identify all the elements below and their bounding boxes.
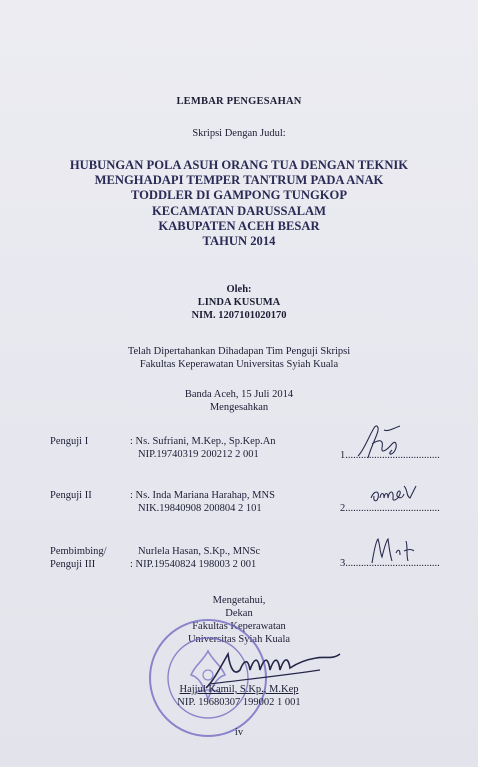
examiner-1-sign-line: 1....................................	[340, 450, 440, 461]
author-block	[0, 283, 478, 322]
examiner-3-person	[130, 545, 260, 571]
page-heading: LEMBAR PENGESAHAN	[176, 96, 302, 107]
place-date-block	[0, 388, 478, 414]
author-nim: NIM. 1207101020170	[191, 310, 287, 321]
examiner-1-role: Penguji I	[50, 436, 89, 447]
examiner-2-id: NIK.19840908 200804 2 101	[138, 503, 262, 514]
examiner-2-signature-icon	[368, 480, 418, 506]
examiner-3-role-1: Pembimbing/	[50, 546, 107, 557]
place-date: Banda Aceh, 15 Juli 2014	[184, 389, 294, 400]
title-line: HUBUNGAN POLA ASUH ORANG TUA DENGAN TEKNIK	[69, 158, 409, 172]
examiner-1-id: NIP.19740319 200212 2 001	[138, 449, 259, 460]
examiner-1-signature-icon	[354, 420, 409, 462]
ratify-label: Mengesahkan	[209, 402, 269, 413]
dean-name: Hajjul Kamil, S.Kp., M.Kep	[179, 684, 299, 695]
defense-line: Fakultas Keperawatan Universitas Syiah Kuala	[139, 359, 339, 370]
dean-nip: NIP. 19680307 199002 1 001	[177, 697, 301, 708]
thesis-subheading: Skripsi Dengan Judul:	[192, 128, 286, 139]
examiner-3-sign-line: 3....................................	[340, 558, 440, 569]
title-line: KABUPATEN ACEH BESAR	[158, 218, 320, 233]
dean-block	[0, 683, 478, 709]
title-line: TODDLER DI GAMPONG TUNGKOP	[130, 188, 348, 203]
examiner-3-signature-icon	[368, 533, 418, 569]
examiner-3-name: Nurlela Hasan, S.Kp., MNSc	[138, 546, 261, 557]
examiner-3-id: : NIP.19540824 198003 2 001	[130, 559, 257, 570]
title-line: TAHUN 2014	[202, 234, 276, 249]
examiner-2-name: : Ns. Inda Mariana Harahap, MNS	[130, 490, 275, 501]
examiner-2-role: Penguji II	[50, 490, 92, 501]
author-name: LINDA KUSUMA	[197, 297, 281, 308]
examiner-3-role-2: Penguji III	[50, 559, 96, 570]
author-by: Oleh:	[226, 284, 252, 295]
thesis-title	[0, 158, 478, 249]
approval-known: Mengetahui,	[212, 595, 266, 606]
defense-line: Telah Dipertahankan Dihadapan Tim Penguji Skripsi	[127, 346, 351, 357]
defense-statement	[0, 345, 478, 371]
approval-faculty: Fakultas Keperawatan	[192, 621, 286, 632]
examiner-1-person	[130, 435, 276, 461]
approval-university: Universitas Syiah Kuala	[187, 634, 291, 645]
title-line: KECAMATAN DARUSSALAM	[151, 203, 327, 218]
examiner-2-person	[130, 489, 275, 515]
page-number: iv	[234, 727, 244, 738]
examiner-2-sign-line: 2....................................	[340, 503, 440, 514]
examiner-3-role	[50, 545, 107, 571]
examiner-1-name: : Ns. Sufriani, M.Kep., Sp.Kep.An	[130, 436, 276, 447]
title-line: MENGHADAPI TEMPER TANTRUM PADA ANAK	[94, 173, 384, 188]
approval-dean: Dekan	[225, 608, 253, 619]
